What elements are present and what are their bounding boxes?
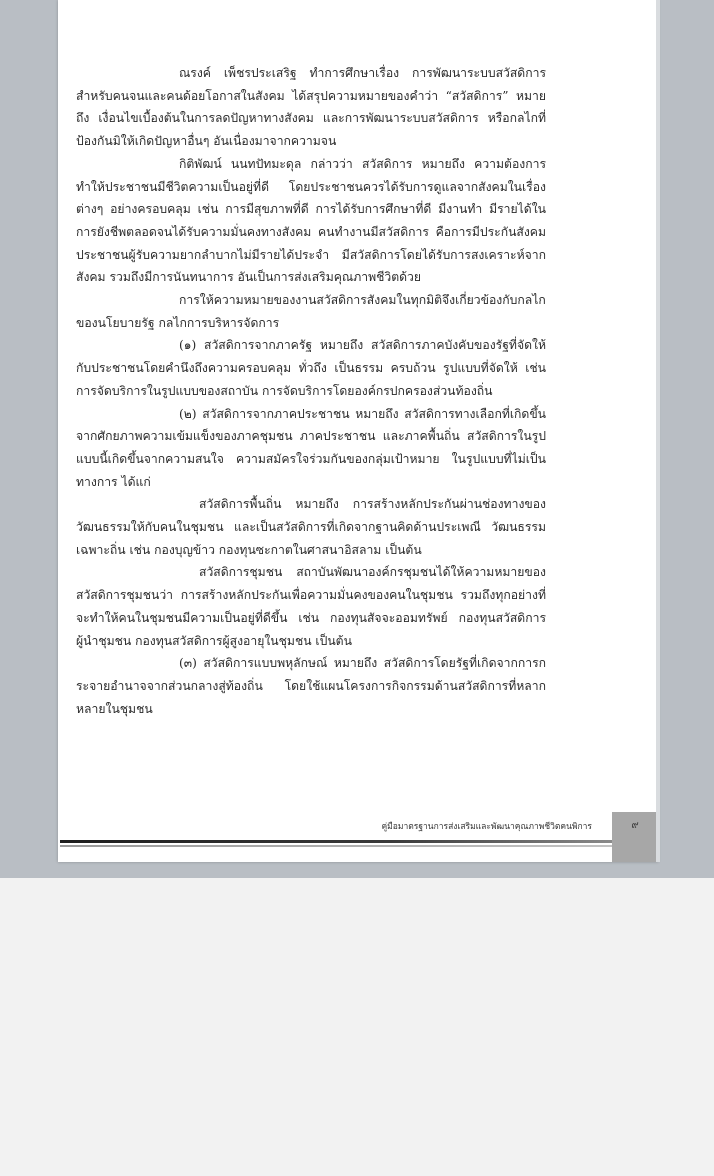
- paragraph-people-welfare: (๒) สวัสดิการจากภาคประชาชน หมายถึง สวัสดิการทางเลือกที่เกิดขึ้นจากศักยภาพความเข้มแข็งของภาคชุมชน ภาคประชาชน และภาคพื้นถิ่น สวัสดิการในรูปแบบนี้เกิดขึ้นจากความสนใจ ความสมัครใจร่วมกันของกลุ่มเป้าหมาย ในรูปแบบที่ไม่เป็นทางการ ได้แก่: [76, 406, 546, 489]
- footer-title: คู่มือมาตรฐานการส่งเสริมและพัฒนาคุณภาพชีวิตคนพิการ: [381, 822, 592, 832]
- paragraph-state-welfare: (๑) สวัสดิการจากภาครัฐ หมายถึง สวัสดิการภาคบังคับของรัฐที่จัดให้กับประชาชนโดยคำนึงถึงความครอบคลุม ทั่วถึง เป็นธรรม ครบถ้วน รูปแบบที่จัดให้ เช่น การจัดบริการในรูปแบบของสถาบัน การจัดบริการโดยองค์กรปกครองส่วนท้องถิ่น: [76, 338, 546, 398]
- page-edge: [656, 0, 660, 862]
- paragraph-pluralistic-welfare: (๓) สวัสดิการแบบพหุลักษณ์ หมายถึง สวัสดิการโดยรัฐที่เกิดจากการกระจายอำนาจจากส่วนกลางสู่ท้องถิ่น โดยใช้แผนโครงการกิจกรรมด้านสวัสดิการที่หลากหลายในชุมชน: [76, 656, 546, 716]
- page-footer: [58, 812, 658, 862]
- paragraph-community-welfare: สวัสดิการชุมชน สถาบันพัฒนาองค์กรชุมชนได้ให้ความหมายของสวัสดิการชุมชนว่า การสร้างหลักประกันเพื่อความมั่นคงของคนในชุมชน รวมถึงทุกอย่างที่จะทำให้คนในชุมชนมีความเป็นอยู่ที่ดีขึ้น เช่น กองทุนสัจจะออมทรัพย์ กองทุนสวัสดิการผู้นำชุมชน กองทุนสวัสดิการผู้สูงอายุในชุมชน เป็นต้น: [76, 565, 546, 648]
- page-number-box: [612, 812, 658, 862]
- paragraph-local-welfare: สวัสดิการพื้นถิ่น หมายถึง การสร้างหลักประกันผ่านช่องทางของวัฒนธรรมให้กับคนในชุมชน และเป็นสวัสดิการที่เกิดจากฐานคิดด้านประเพณี วัฒนธรรมเฉพาะถิ่น เช่น กองบุญข้าว กองทุนซะกาตในศาสนาอิสลาม เป็นต้น: [76, 497, 546, 557]
- paragraph-narong-definition: ณรงค์ เพ็ชรประเสริฐ ทำการศึกษาเรื่อง การพัฒนาระบบสวัสดิการสำหรับคนจนและคนด้อยโอกาสในสังคม ได้สรุปความหมายของคำว่า “สวัสดิการ” หมายถึง เงื่อนไขเบื้องต้นในการลดปัญหาทางสังคม และการพัฒนาระบบสวัสดิการ หรือกลไกที่ป้องกันมิให้เกิดปัญหาอื่นๆ อันเนื่องมาจากความจน: [76, 66, 546, 149]
- body-text: [76, 62, 546, 720]
- footer-rule: [60, 840, 612, 843]
- page-number: ๙: [631, 820, 639, 831]
- paragraph-kitipat-definition: กิติพัฒน์ นนทปัทมะดุล กล่าวว่า สวัสดิการ หมายถึง ความต้องการทำให้ประชาชนมีชีวิตความเป็นอยู่ที่ดี โดยประชาชนควรได้รับการดูแลจากสังคมในเรื่องต่างๆ อย่างครอบคลุม เช่น การมีสุขภาพที่ดี การได้รับการศึกษาที่ดี มีงานทำ มีรายได้ในการยังชีพตลอดจนได้รับความมั่นคงทางสังคม คนทำงานมีสวัสดิการ คือการมีประกันสังคม ประชาชนผู้รับความยากลำบากไม่มีรายได้ประจำ มีสวัสดิการโดยได้รับการสงเคราะห์จากสังคม รวมถึงมีการนันทนาการ อันเป็นการส่งเสริมคุณภาพชีวิตด้วย: [76, 156, 546, 285]
- footer-rule-secondary: [60, 845, 612, 847]
- paragraph-welfare-mechanisms: การให้ความหมายของงานสวัสดิการสังคมในทุกมิติจึงเกี่ยวข้องกับกลไกของนโยบายรัฐ กลไกการบริหารจัดการ: [76, 293, 546, 330]
